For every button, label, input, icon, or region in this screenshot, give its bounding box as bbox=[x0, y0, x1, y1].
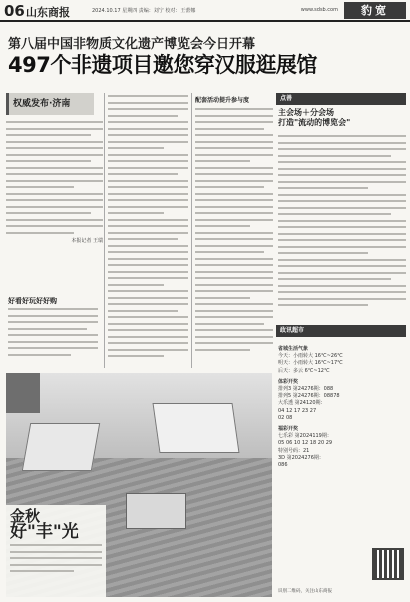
lottery-line: 大乐透 第24120期： bbox=[278, 400, 326, 407]
welfare-line: 特别号码：21 bbox=[278, 447, 310, 454]
paper-name: 山东商报 bbox=[26, 6, 70, 19]
weather-title: 省城生活气象 bbox=[278, 346, 309, 352]
masthead bbox=[0, 0, 410, 22]
sidebar-title: 主会场＋分会场 打造"流动的博览会" bbox=[278, 108, 351, 127]
page-headline: 497个非遗项目邀您穿汉服逛展馆 bbox=[8, 53, 317, 77]
section-text bbox=[8, 308, 98, 360]
welfare-line: 七乐彩 第2024119期： bbox=[278, 433, 332, 440]
brand-label: 权威发布·济南 bbox=[6, 93, 94, 115]
lottery-line: 02 08 bbox=[278, 414, 293, 421]
lead-text-lines bbox=[6, 121, 103, 234]
section-title: 好看好玩好好购 bbox=[8, 297, 57, 305]
headline-kicker: 第八届中国非物质文化遗产博览会今日开幕 bbox=[8, 37, 256, 52]
truck-image bbox=[126, 493, 186, 529]
photo-caption bbox=[6, 505, 106, 597]
caption-title-main: 好"丰"光 bbox=[10, 522, 79, 542]
qr-code bbox=[372, 548, 404, 580]
welfare-line: 086 bbox=[278, 462, 288, 469]
info-box-header: 政讯超市 bbox=[276, 325, 406, 337]
weather-line: 明天：小雨转大 16℃~17℃ bbox=[278, 360, 343, 367]
weather-line: 后天：多云 6℃~12℃ bbox=[278, 367, 330, 374]
column-subtitle: 配套活动提升参与度 bbox=[195, 97, 250, 104]
caption-title-pre: 金秋 bbox=[10, 507, 41, 525]
section-rubric: 豹宽 bbox=[344, 2, 406, 19]
issue-meta: 2024.10.17 星期四 责编：刘宁 校对：王蕾娜 bbox=[92, 8, 196, 14]
site-url: www.sdsb.com bbox=[300, 7, 338, 13]
welfare-title: 福彩开奖 bbox=[278, 426, 299, 433]
lottery-line: 排列5 第24276期：08878 bbox=[278, 393, 340, 400]
sidebar-header: 点善 bbox=[276, 93, 406, 105]
harvester-image bbox=[152, 403, 239, 453]
info-box bbox=[278, 342, 406, 469]
page-number: 06 bbox=[4, 2, 25, 20]
text-column-2 bbox=[108, 95, 188, 362]
qr-note: 识别二维码，关注山东商报 bbox=[278, 589, 332, 594]
lottery-line: 04 12 17 23 27 bbox=[278, 407, 317, 414]
weather-line: 今天：小雨转大 16℃~26℃ bbox=[278, 353, 343, 360]
text-column-3 bbox=[195, 95, 273, 355]
lead-column bbox=[6, 93, 103, 298]
harvester-image bbox=[22, 423, 100, 471]
welfare-line: 3D 第2024276期： bbox=[278, 454, 324, 461]
lottery-title: 体彩开奖 bbox=[278, 378, 299, 385]
lottery-line: 排列3 第24276期：088 bbox=[278, 386, 334, 393]
sidebar-text bbox=[278, 135, 406, 311]
welfare-line: 05 06 10 12 18 20 29 bbox=[278, 440, 333, 447]
byline: 本报记者 王瑞 bbox=[71, 238, 103, 244]
caption-text bbox=[10, 544, 102, 572]
